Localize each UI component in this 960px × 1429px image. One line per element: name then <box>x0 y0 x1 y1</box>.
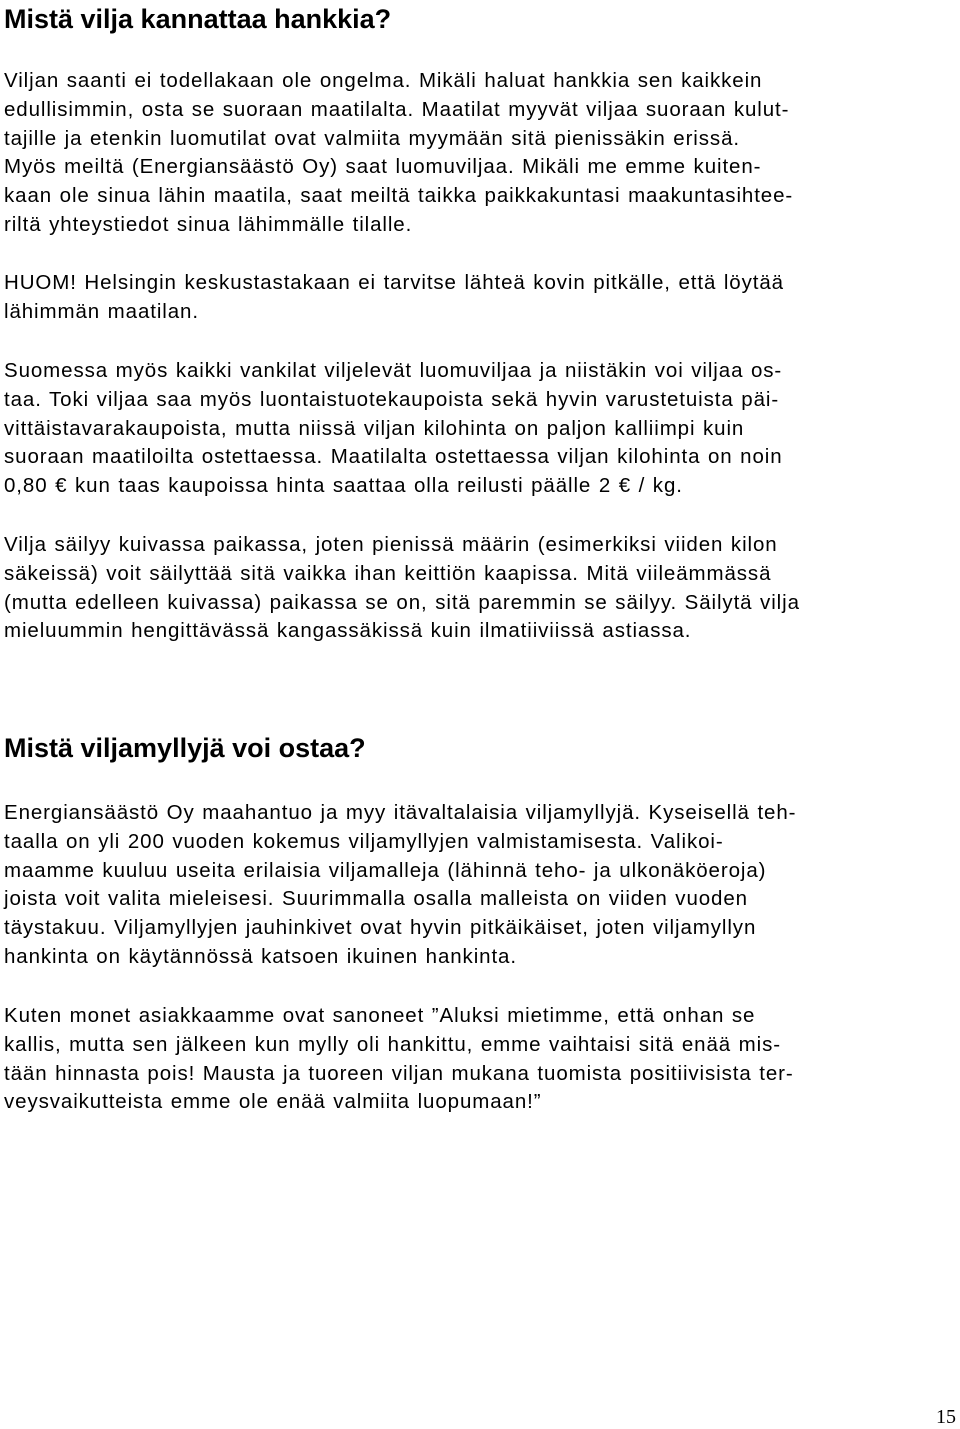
text-line: tajille ja etenkin luomutilat ovat valmiita myymään sitä pienissäkin erissä. <box>4 126 740 150</box>
section-heading-where-to-buy-mills: Mistä viljamyllyjä voi ostaa? <box>4 733 366 763</box>
text-line: säkeissä) voit säilyttää sitä vaikka ihan keittiön kaapissa. Mitä viileämmässä <box>4 561 772 585</box>
text-line: suoraan maatiloilta ostettaessa. Maatilalta ostettaessa viljan kilohinta on noin <box>4 445 783 469</box>
text-line: joista voit valita mieleisesi. Suurimmalla osalla malleista on viiden vuoden <box>4 887 748 911</box>
text-line: Viljan saanti ei todellakaan ole ongelma. Mikäli haluat hankkia sen kaikkein <box>4 69 763 92</box>
text-line: Vilja säilyy kuivassa paikassa, joten pienissä määrin (esimerkiksi viiden kilon <box>4 533 778 556</box>
text-line: (mutta edelleen kuivassa) paikassa se on, sitä paremmin se säilyy. Säilytä vilja <box>4 590 800 614</box>
paragraph-grain-sourcing <box>4 67 950 240</box>
text-line: taalla on yli 200 vuoden kokemus viljamyllyjen valmistamisesta. Valikoi- <box>4 829 724 853</box>
paragraph-note-helsinki <box>4 269 950 327</box>
text-line: riltä yhteystiedot sinua lähimmälle tilalle. <box>4 212 413 236</box>
text-line: taa. Toki viljaa saa myös luontaistuotekaupoista sekä hyvin varustetuista päi- <box>4 387 780 411</box>
page-number: 15 <box>936 1406 956 1428</box>
text-line: kaan ole sinua lähin maatila, saat meiltä taikka paikkakuntasi maakuntasihtee- <box>4 184 794 208</box>
paragraph-grain-storage <box>4 531 950 646</box>
text-line: täystakuu. Viljamyllyjen jauhinkivet ovat hyvin pitkäikäiset, joten viljamyllyn <box>4 916 757 940</box>
text-line: vittäistavarakaupoista, mutta niissä viljan kilohinta on paljon kalliimpi kuin <box>4 416 745 440</box>
text-line: Myös meiltä (Energiansäästö Oy) saat luomuviljaa. Mikäli me emme kuiten- <box>4 155 762 179</box>
paragraph-customer-quote <box>4 1002 950 1117</box>
text-line: Suomessa myös kaikki vankilat viljelevät luomuviljaa ja niistäkin voi viljaa os- <box>4 359 783 382</box>
text-line: Kuten monet asiakkaamme ovat sanoneet ”Aluksi mietimme, että onhan se <box>4 1004 756 1027</box>
text-line: mieluummin hengittävässä kangassäkissä kuin ilmatiiviissä astiassa. <box>4 619 692 643</box>
text-line: 0,80 € kun taas kaupoissa hinta saattaa olla reilusti päälle 2 € / kg. <box>4 474 683 498</box>
text-line: maamme kuuluu useita erilaisia viljamalleja (lähinnä teho- ja ulkonäköeroja) <box>4 858 767 882</box>
text-line: edullisimmin, osta se suoraan maatilalta. Maatilat myyvät viljaa suoraan kulut- <box>4 97 790 121</box>
text-line: tään hinnasta pois! Mausta ja tuoreen viljan mukana tuomista positiivisista ter- <box>4 1061 794 1085</box>
text-line: lähimmän maatilan. <box>4 299 199 323</box>
text-line: HUOM! Helsingin keskustastakaan ei tarvitse lähteä kovin pitkälle, että löytää <box>4 271 784 294</box>
text-line: veysvaikutteista emme ole enää valmiita luopumaan!” <box>4 1090 542 1114</box>
section-heading-where-to-buy-grain: Mistä vilja kannattaa hankkia? <box>4 4 392 34</box>
text-line: Energiansäästö Oy maahantuo ja myy itävaltalaisia viljamyllyjä. Kyseisellä teh- <box>4 801 797 824</box>
paragraph-mill-import <box>4 799 950 972</box>
text-line: hankinta on käytännössä katsoen ikuinen hankinta. <box>4 944 517 968</box>
paragraph-prisons-and-prices <box>4 357 950 501</box>
text-line: kallis, mutta sen jälkeen kun mylly oli hankittu, emme vaihtaisi sitä enää mis- <box>4 1032 781 1056</box>
